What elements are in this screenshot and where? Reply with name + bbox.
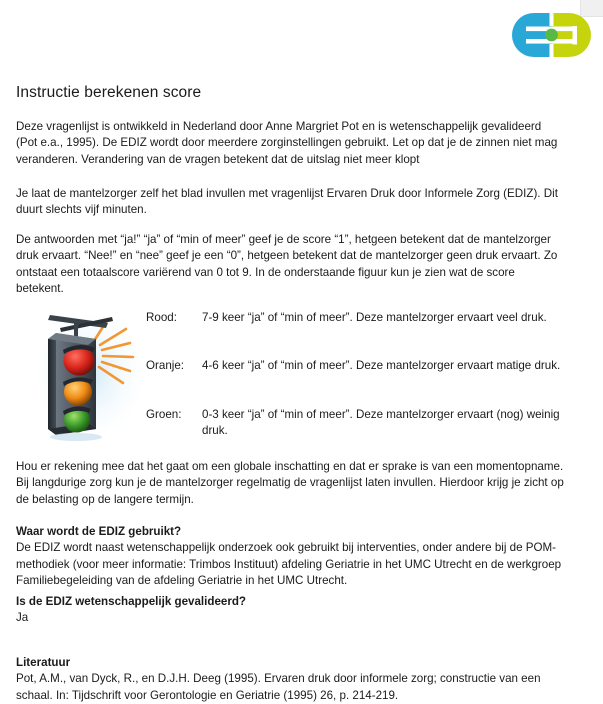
section-heading-literature: Literatuur [16, 656, 71, 669]
section-heading-validated: Is de EDIZ wetenschappelijk gevalideerd? [16, 595, 247, 608]
section-body-literature: Pot, A.M., van Dyck, R., en D.J.H. Deeg (1995). Ervaren druk door informele zorg; constructie van een schaal. In: Tijdschrift voor Gerontologie en Geriatrie (1995) 26, p. 214-219. [16, 672, 541, 702]
section-heading-where-used: Waar wordt de EDIZ gebruikt? [16, 525, 182, 538]
legend-label-green: Groen: [146, 407, 182, 421]
paragraph-note: Hou er rekening mee dat het gaat om een globale inschatting en dat er sprake is van een momentopname. Bij langdurige zorg kun je de mantelzorger regelmatig de vragenlijst laten invullen. Hierdoor krijg je zicht op de belasting op de langere termijn. [16, 460, 564, 506]
section-body-validated: Ja [16, 611, 29, 625]
figure-shadow [50, 433, 102, 441]
legend-label-orange: Oranje: [146, 359, 185, 373]
legend-description-orange: 4-6 keer “ja” of “min of meer”. Deze mantelzorger ervaart matige druk. [202, 359, 561, 373]
legend-label-red: Rood: [146, 311, 177, 324]
paragraph-scoring: De antwoorden met “ja!” “ja” of “min of meer” geef je de score “1”, hetgeen betekent dat de mantelzorger druk ervaart. “Nee!” en “nee” geef je een “0”, hetgeen betekent dat de mantelzorger geen druk ervaart. Zo ontstaat een totaalscore variërend van 0 tot 9. In de onderstaande figuur kun je zien wat de score betekent. [16, 233, 558, 296]
traffic-light-illustration [38, 303, 143, 443]
section-where-used [16, 524, 568, 590]
legend-row-orange [146, 358, 578, 374]
section-body-where-used: De EDIZ wordt naast wetenschappelijk onderzoek ook gebruikt bij interventies, onder andere bij de POM-methodiek (voor meer informatie: Trimbos Instituut) afdeling Geriatrie in het UMC Utrecht en de werkgroep Familiebegeleiding van de afdeling Geriatrie in het UMC Utrecht. [16, 541, 562, 588]
score-legend [146, 310, 578, 440]
legend-description-green: 0-3 keer “ja” of “min of meer”. Deze mantelzorger ervaart (nog) weinig druk. [202, 407, 560, 438]
page-title: Instructie berekenen score [16, 84, 202, 101]
paragraph-procedure: Je laat de mantelzorger zelf het blad invullen met vragenlijst Ervaren Druk door Informele Zorg (EDIZ). Dit duurt slechts vijf minuten. [16, 187, 558, 217]
legend-description-red: 7-9 keer “ja” of “min of meer”. Deze mantelzorger ervaart veel druk. [202, 311, 547, 324]
ediz-organisation-logo [512, 13, 591, 57]
logo-center-dot [545, 29, 558, 42]
legend-row-red [146, 310, 578, 326]
paragraph-intro: Deze vragenlijst is ontwikkeld in Nederland door Anne Margriet Pot en is wetenschappelijk gevalideerd (Pot e.a., 1995). De EDIZ wordt door meerdere zorginstellingen gebruikt. Let op dat je de zinnen niet mag veranderen. Verandering van de vragen betekent dat de uitslag niet meer klopt [16, 120, 558, 166]
section-validated [16, 594, 568, 627]
legend-row-green [146, 407, 578, 440]
section-literature [16, 655, 568, 704]
